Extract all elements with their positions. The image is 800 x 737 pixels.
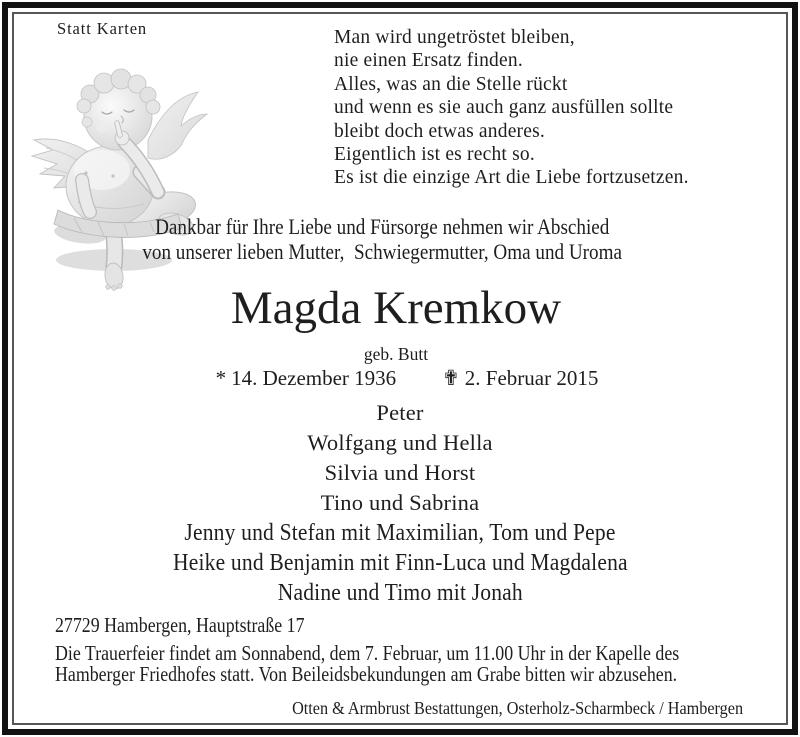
funeral-info-text: Hamberger Friedhofes statt. Von Beileidsbekundungen am Grabe bitten wir abzusehen. — [55, 662, 678, 687]
funeral-home-line — [55, 698, 743, 719]
address-line — [55, 613, 349, 638]
funeral-home-text: Otten & Armbrust Bestattungen, Osterholz-Scharmbeck / Hambergen — [292, 698, 743, 718]
address-text: 27729 Hambergen, Hauptstraße 17 — [55, 613, 305, 637]
intro-line — [0, 214, 764, 239]
maiden-name: geb. Butt — [363, 344, 429, 364]
deceased-name: Magda Kremkow — [230, 282, 562, 334]
mourner-line — [0, 548, 800, 578]
intro-line-text: von unserer lieben Mutter, Schwiegermutter, Oma und Uroma — [142, 239, 622, 265]
mourner-line-text: Heike und Benjamin mit Finn-Luca und Magdalena — [172, 549, 628, 576]
mourner-line: Wolfgang und Hella — [307, 430, 493, 455]
funeral-info-line — [55, 664, 789, 685]
poem-line: Eigentlich ist es recht so. — [334, 144, 535, 166]
poem-line: bleibt doch etwas anderes. — [334, 120, 545, 142]
poem-line: und wenn es sie auch ganz ausfüllen sollte — [334, 97, 674, 119]
poem-line: nie einen Ersatz finden. — [334, 50, 523, 72]
memorial-poem — [334, 26, 689, 190]
mourner-line — [0, 518, 800, 548]
mourner-line-text: Jenny und Stefan mit Maximilian, Tom und Pepe — [184, 519, 616, 546]
mourners-list — [0, 398, 800, 608]
death-date: 2. Februar 2015 — [464, 366, 599, 390]
poem-line: Alles, was an die Stelle rückt — [334, 73, 568, 95]
birth-date-group — [216, 366, 397, 391]
funeral-info-line — [55, 643, 789, 664]
farewell-intro — [0, 214, 764, 264]
birth-star-icon: * — [215, 366, 227, 390]
intro-line-text: Dankbar für Ihre Liebe und Fürsorge nehmen wir Abschied — [154, 214, 610, 239]
funeral-info-text: Die Trauerfeier findet am Sonnabend, dem 7. Februar, um 11.00 Uhr in der Kapelle des — [55, 641, 680, 665]
mourner-line — [0, 578, 800, 608]
poem-line: Es ist die einzige Art die Liebe fortzusetzen. — [334, 167, 689, 189]
cross-icon: ✟ — [442, 366, 460, 390]
mourner-line-text: Nadine und Timo mit Jonah — [277, 579, 523, 606]
life-dates — [14, 366, 800, 391]
poem-line: Man wird ungetröstet bleiben, — [334, 27, 575, 48]
death-date-group — [442, 366, 598, 391]
birth-date: 14. Dezember 1936 — [231, 366, 397, 390]
funeral-service-info — [55, 643, 789, 686]
statt-karten-label: Statt Karten — [57, 19, 148, 38]
intro-line — [0, 239, 764, 264]
mourner-line: Tino und Sabrina — [320, 490, 480, 515]
mourner-line: Silvia und Horst — [324, 460, 476, 485]
mourner-line: Peter — [376, 400, 424, 425]
